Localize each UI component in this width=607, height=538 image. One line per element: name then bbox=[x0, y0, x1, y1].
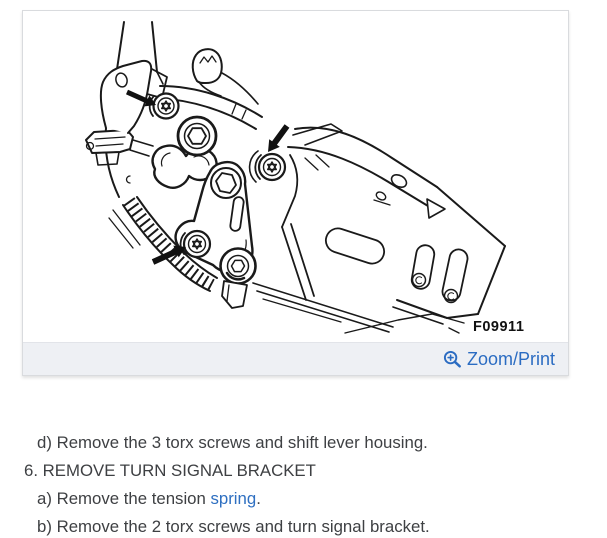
torx-screw-2 bbox=[250, 151, 285, 182]
zoom-print-label: Zoom/Print bbox=[466, 349, 555, 369]
instruction-step-d: d) Remove the 3 torx screws and shift lever housing. bbox=[37, 433, 428, 452]
zoom-print-link[interactable] bbox=[443, 350, 555, 369]
figure-panel bbox=[22, 10, 569, 376]
spring-link[interactable]: spring bbox=[210, 489, 257, 508]
magnifier-plus-icon bbox=[443, 350, 462, 369]
callout-arrow-2 bbox=[268, 124, 289, 152]
figure-toolbar bbox=[23, 342, 568, 375]
lower-boss bbox=[221, 249, 256, 284]
diagram-svg bbox=[23, 11, 568, 342]
figure-code: F09911 bbox=[473, 319, 525, 335]
step-a-text: a) Remove the tension bbox=[37, 489, 211, 508]
instructions bbox=[24, 429, 584, 538]
housing-foot bbox=[222, 281, 247, 308]
torx-screw-1 bbox=[150, 94, 179, 119]
instruction-step-a bbox=[24, 485, 584, 513]
hex-bolt bbox=[211, 168, 241, 198]
steering-column-diagram bbox=[23, 11, 568, 342]
step-a-period: . bbox=[256, 489, 261, 508]
instruction-step-b: b) Remove the 2 torx screws and turn signal bracket. bbox=[37, 517, 430, 536]
left-clamp bbox=[86, 130, 153, 183]
pivot-boss bbox=[178, 117, 216, 155]
instruction-step-6: 6. REMOVE TURN SIGNAL BRACKET bbox=[24, 461, 316, 480]
